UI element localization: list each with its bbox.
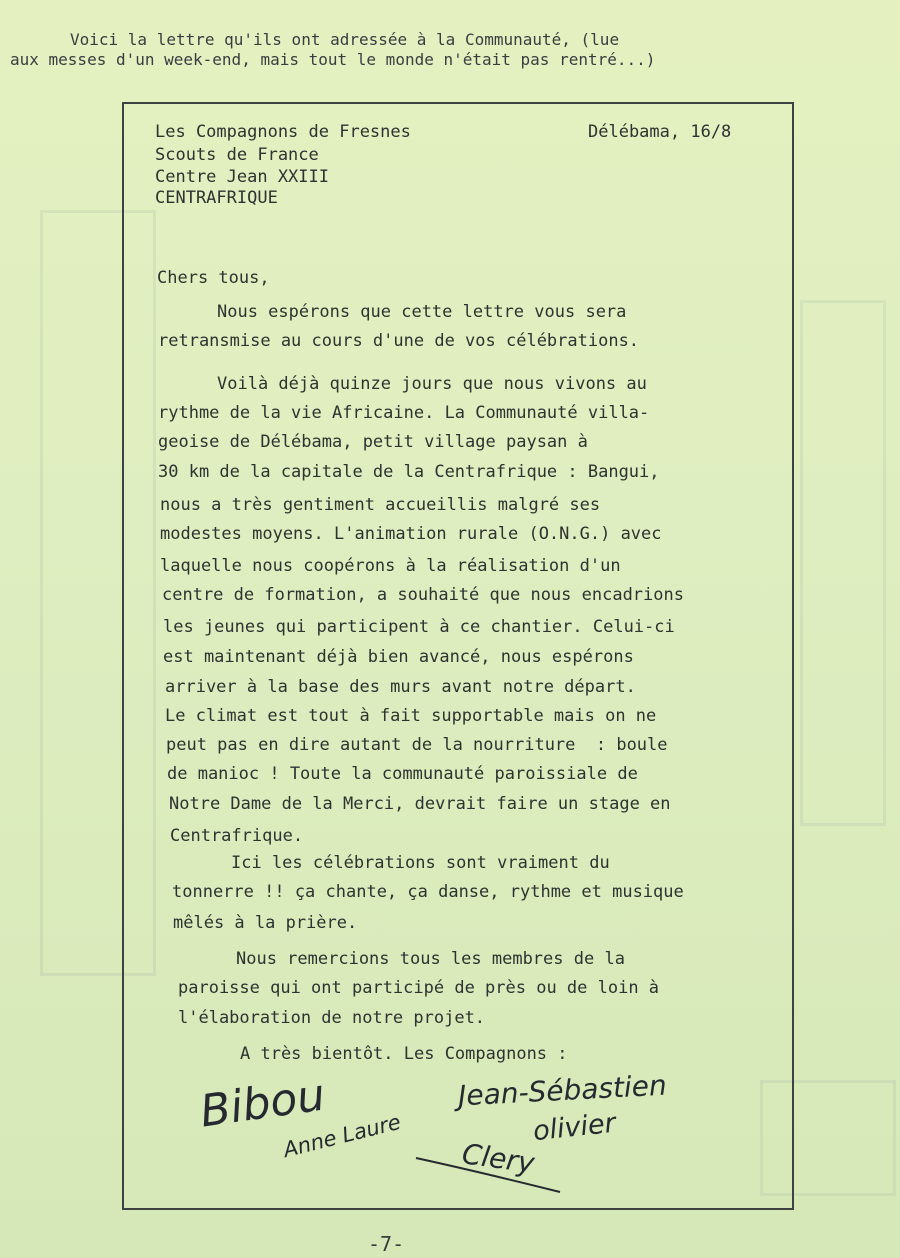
bleed-through-shape <box>800 300 886 826</box>
letter-line: Le climat est tout à fait supportable mais on ne <box>165 706 657 726</box>
place-date: Délébama, 16/8 <box>588 122 732 142</box>
signature-clery: Clery <box>460 1137 537 1180</box>
closing-line: A très bientôt. Les Compagnons : <box>240 1044 568 1064</box>
letter-line: nous a très gentiment accueillis malgré ses <box>160 495 601 515</box>
letter-line: Ici les célébrations sont vraiment du <box>231 853 610 873</box>
letter-line: est maintenant déjà bien avancé, nous espérons <box>163 647 634 667</box>
letter-line: 30 km de la capitale de la Centrafrique : Bangui, <box>158 462 660 482</box>
signature-bibou: Bibou <box>197 1069 329 1138</box>
sender-line: Les Compagnons de Fresnes <box>155 122 411 142</box>
letter-line: laquelle nous coopérons à la réalisation d'un <box>160 556 621 576</box>
letter-line: paroisse qui ont participé de près ou de loin à <box>178 978 660 998</box>
letter-line: centre de formation, a souhaité que nous encadrions <box>162 585 684 605</box>
letter-line: retransmise au cours d'une de vos célébrations. <box>158 331 640 351</box>
letter-line: Nous espérons que cette lettre vous sera <box>217 302 627 322</box>
intro-line: Voici la lettre qu'ils ont adressée à la Communauté, (lue <box>70 30 620 49</box>
page-number: -7- <box>368 1232 405 1256</box>
letter-line: Voilà déjà quinze jours que nous vivons au <box>217 374 647 394</box>
intro-line: aux messes d'un week-end, mais tout le monde n'était pas rentré...) <box>10 50 656 69</box>
letter-line: les jeunes qui participent à ce chantier. Celui-ci <box>163 617 675 637</box>
letter-line: rythme de la vie Africaine. La Communauté villa- <box>158 403 650 423</box>
signature-underline-stroke <box>410 1150 570 1200</box>
letter-line: Centrafrique. <box>170 826 304 846</box>
letter-line: geoise de Délébama, petit village paysan à <box>158 432 588 452</box>
intro-text <box>10 30 870 70</box>
sender-line: CENTRAFRIQUE <box>155 188 278 208</box>
letter-line: peut pas en dire autant de la nourriture : boule <box>166 735 668 755</box>
signature-olivier: olivier <box>531 1107 618 1148</box>
letter-line: de manioc ! Toute la communauté paroissiale de <box>167 764 638 784</box>
signature-anne-laure: Anne Laure <box>280 1109 404 1163</box>
letter-line: Nous remercions tous les membres de la <box>236 949 625 969</box>
letter-line: arriver à la base des murs avant notre départ. <box>165 677 636 697</box>
letter-line: modestes moyens. L'animation rurale (O.N.G.) avec <box>160 524 662 544</box>
letter-line: mêlés à la prière. <box>173 913 358 933</box>
salutation: Chers tous, <box>157 268 270 288</box>
sender-line: Scouts de France <box>155 145 319 165</box>
signature-jean-sebastien: Jean-Sébastien <box>457 1068 668 1113</box>
sender-line: Centre Jean XXIII <box>155 167 329 187</box>
letter-line: Notre Dame de la Merci, devrait faire un stage en <box>169 794 671 814</box>
letter-line: l'élaboration de notre projet. <box>178 1008 486 1028</box>
letter-line: tonnerre !! ça chante, ça danse, rythme et musique <box>172 882 684 902</box>
